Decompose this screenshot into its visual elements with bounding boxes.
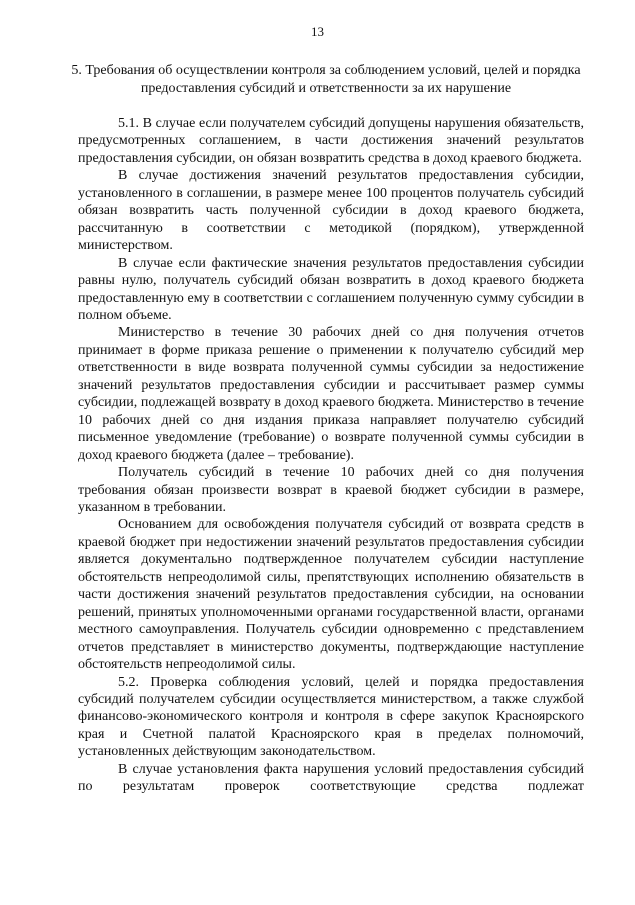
- paragraph: Получатель субсидий в течение 10 рабочих дней со дня получения требования обязан произвести возврат в краевой бюджет субсидии в размере, указанном в требовании.: [78, 465, 584, 515]
- paragraph-5-1: 5.1. В случае если получателем субсидий допущены нарушения обязательств, предусмотренных соглашением, в части достижения значений результатов предоставления субсидии, он обязан возвратить средства в доход краевого бюджета.: [78, 116, 584, 166]
- page-number: 13: [311, 24, 324, 39]
- paragraph: В случае если фактические значения результатов предоставления субсидии равны нулю, получатель субсидий обязан возвратить в доход краевого бюджета предоставленную ему в соответствии с соглашением полученную сумму субсидии в полном объеме.: [78, 255, 584, 323]
- paragraph: В случае достижения значений результатов предоставления субсидии, установленного в соглашении, в размере менее 100 процентов получатель субсидий обязан возвратить часть полученной субсидии в доход краевого бюджета, рассчитанную в соответствии с методикой (порядком), утвержденной министерством.: [78, 168, 584, 254]
- paragraph: В случае установления факта нарушения условий предоставления субсидий по результатам проверок соответствующие средства подлежат: [78, 761, 584, 795]
- document-body: [78, 115, 584, 796]
- paragraph: Министерство в течение 30 рабочих дней со дня получения отчетов принимает в форме приказа решение о применении к получателю субсидий мер ответственности в виде возврата полученной суммы субсидии за недостижение значений результатов предоставления субсидии и рассчитывает размер суммы субсидии, подлежащей возврату в доход краевого бюджета. Министерство в течение 10 рабочих дней со дня издания приказа направляет получателю субсидий письменное уведомление (требование) о возврате полученной суммы субсидии в доход краевого бюджета (далее – требование).: [78, 325, 584, 463]
- section-heading: 5. Требования об осуществлении контроля за соблюдением условий, целей и порядка предоставления субсидий и ответственности за их нарушение: [71, 63, 581, 96]
- paragraph-5-2: 5.2. Проверка соблюдения условий, целей и порядка предоставления субсидий получателем субсидии осуществляется министерством, а также службой финансово-экономического контроля и контроля в сфере закупок Красноярского края и Счетной палатой Красноярского края в пределах полномочий, установленных действующим законодательством.: [78, 674, 584, 760]
- paragraph: Основанием для освобождения получателя субсидий от возврата средств в краевой бюджет при недостижении значений результатов предоставления субсидии является документально подтвержденное получателем субсидии наступление обстоятельств непреодолимой силы, препятствующих исполнению обязательств в части достижения значений результатов предоставления субсидии, на основании решений, принятых уполномоченными органами государственной власти, органами местного самоуправления. Получатель субсидии одновременно с представлением отчетов представляет в министерство документы, подтверждающие наступление обстоятельств непреодолимой силы.: [78, 517, 584, 673]
